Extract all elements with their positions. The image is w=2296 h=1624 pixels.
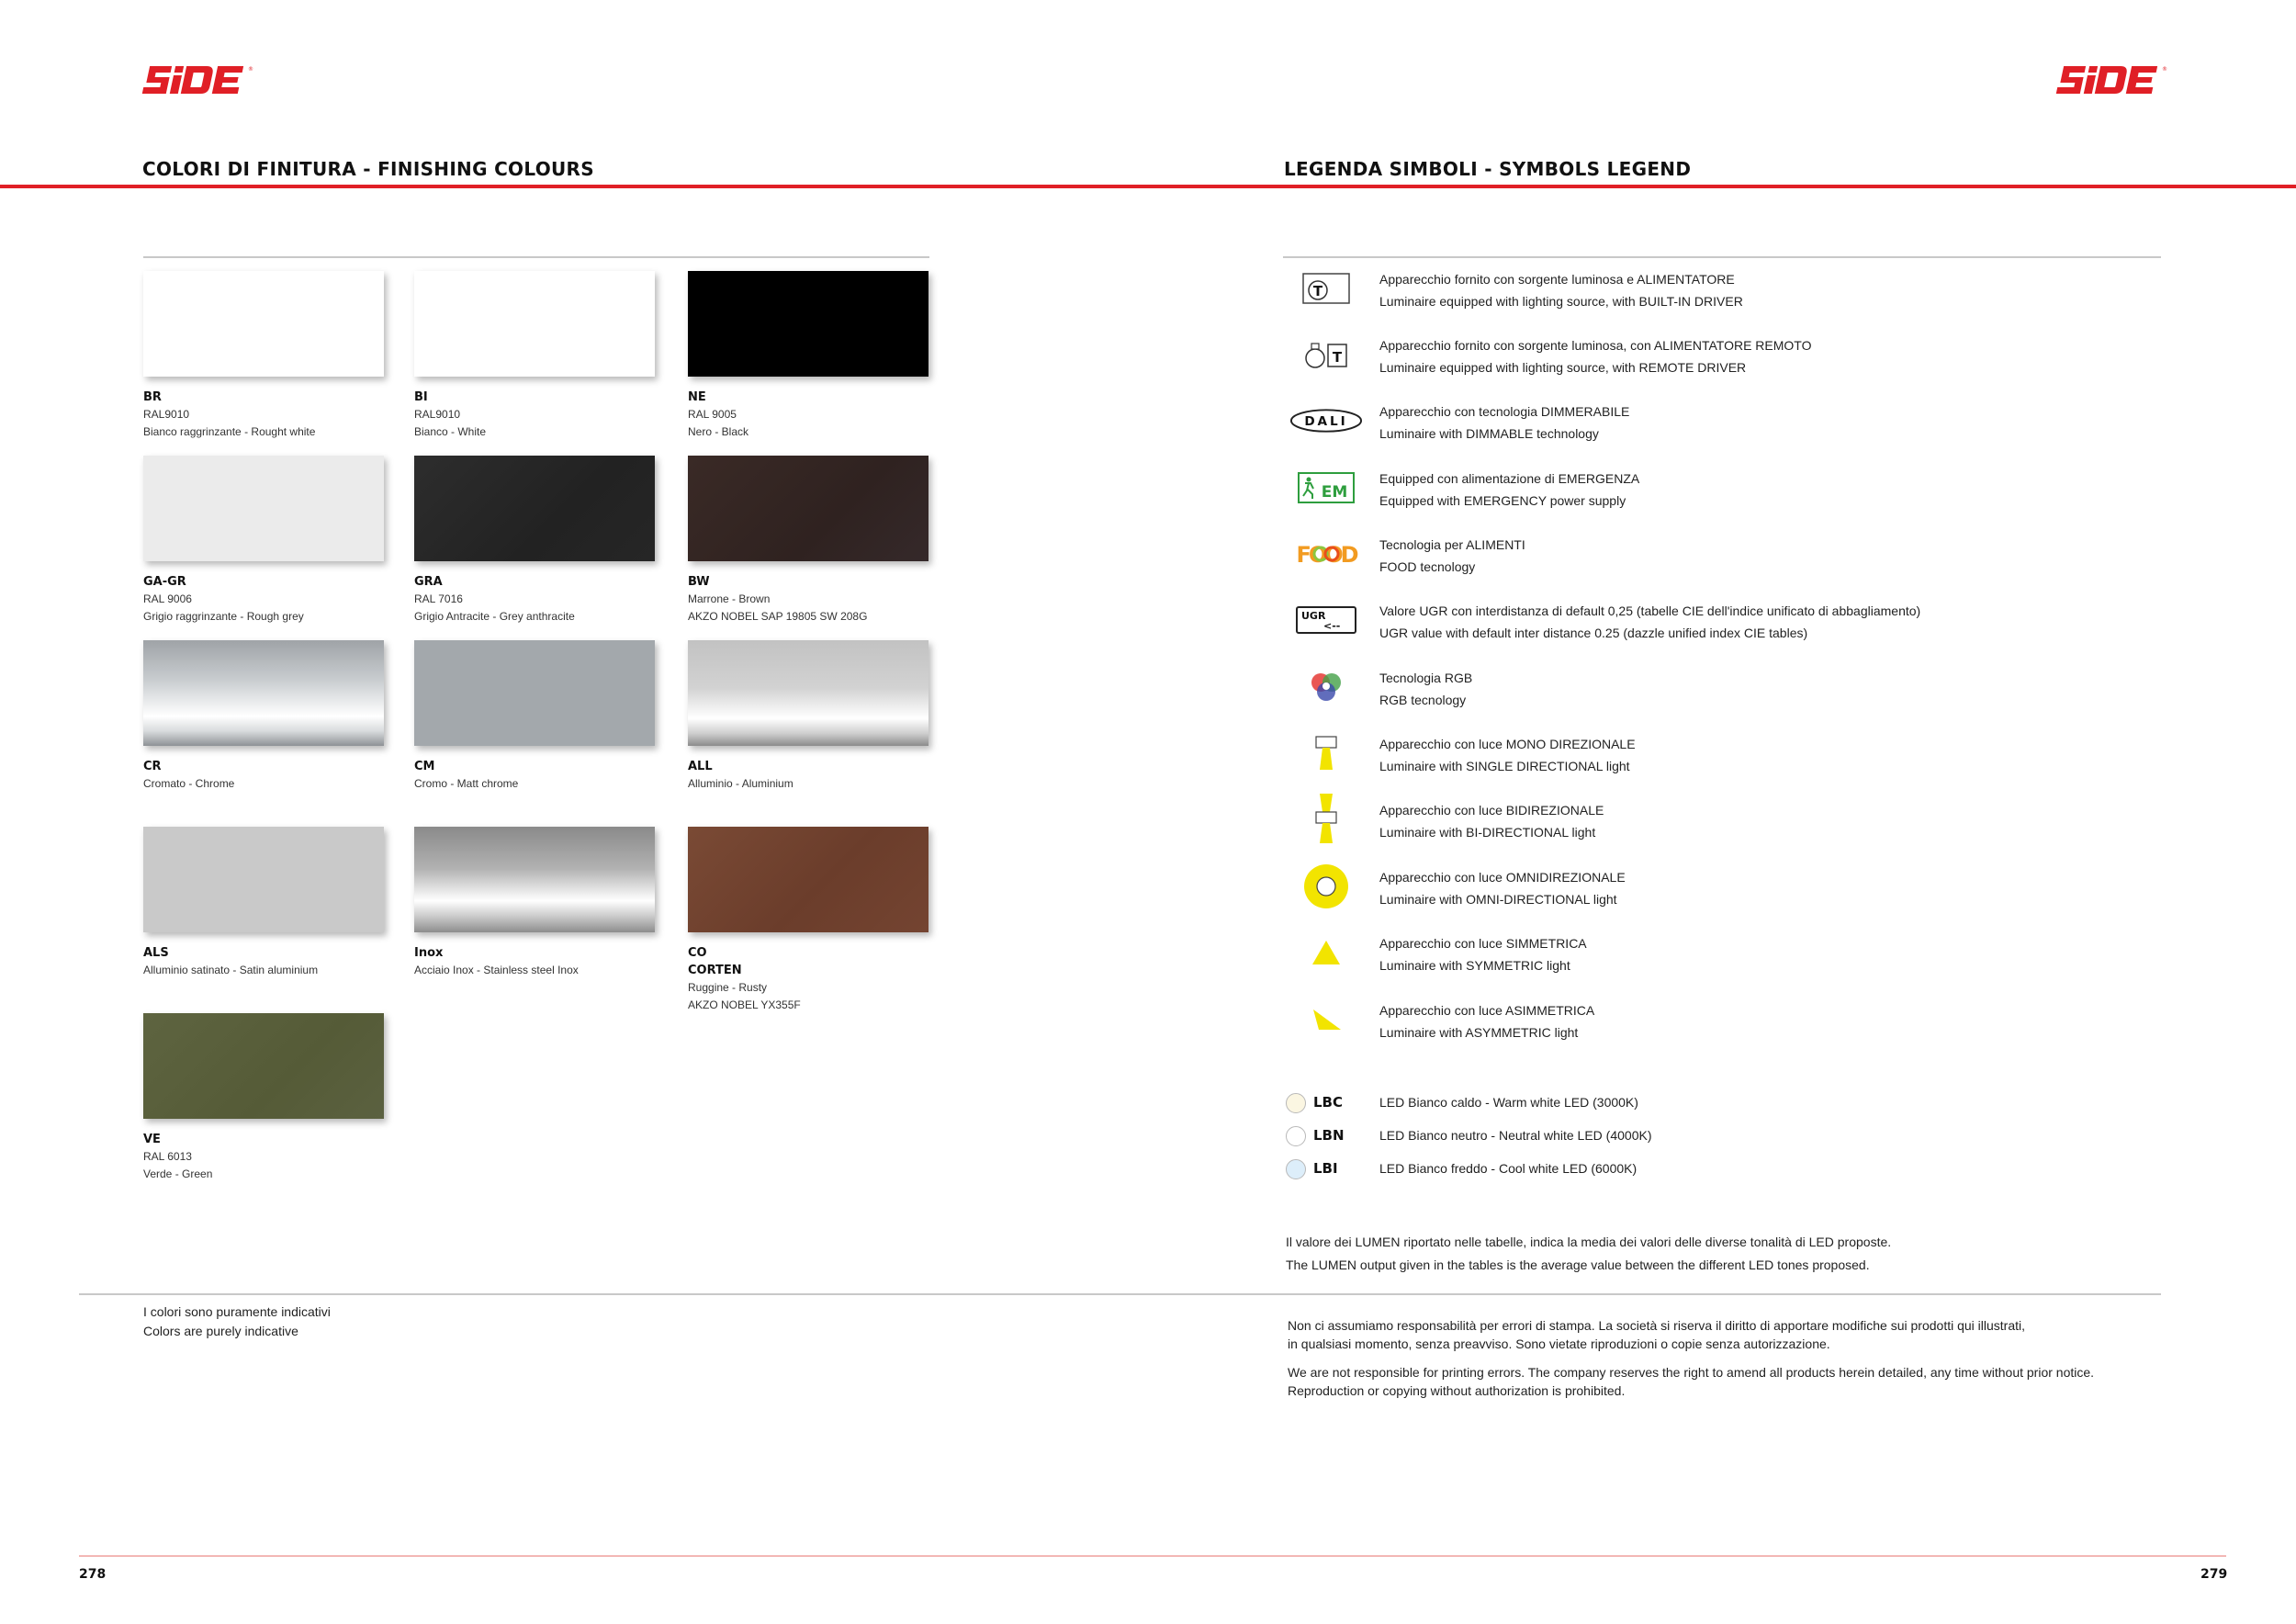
led-code: LBC [1313,1094,1343,1111]
disclaimer-en [1288,1363,2094,1400]
svg-text:®: ® [2162,66,2167,73]
legend-row-single-direction [1289,733,2171,777]
ugr-subtext: <-- [1323,620,1341,632]
colours-indicative-note [143,1303,331,1341]
symbols-legend-title: LEGENDA SIMBOLI - SYMBOLS LEGEND [1284,158,1692,180]
legend-top-divider [1283,256,2161,258]
legend-row-rgb [1289,667,2171,711]
swatch-detail: Ruggine - Rusty [688,981,768,994]
legend-text [1379,932,1587,976]
legend-text-en: Luminaire with BI-DIRECTIONAL light [1379,825,1596,840]
legend-row-emergency [1289,468,2171,512]
swatch-code: BW [688,575,710,589]
swatch-detail: Alluminio - Aluminium [688,777,793,790]
swatch-card-cr [143,640,384,793]
builtin-driver-icon [1289,270,1363,307]
side-logo-left [141,62,253,97]
swatch-code: GRA [414,575,443,589]
swatch-detail: RAL 9005 [688,408,737,421]
omni-direction-light-icon [1289,863,1363,910]
legend-text-it: Apparecchio con luce MONO DIREZIONALE [1379,737,1636,751]
legend-row-builtin-driver [1289,268,2171,312]
side-logo-left-graphic [141,62,253,97]
swatch-card-co [688,827,929,1014]
legend-text-en: UGR value with default inter distance 0.25 (dazzle unified index CIE tables) [1379,626,1808,640]
legend-text-it: Tecnologia per ALIMENTI [1379,537,1525,552]
legend-text-en: Luminaire equipped with lighting source, with BUILT-IN DRIVER [1379,294,1743,309]
legend-text-en: Luminaire equipped with lighting source, with REMOTE DRIVER [1379,360,1747,375]
swatch-card-ne [688,271,929,441]
legend-text-it: Apparecchio fornito con sorgente luminosa, con ALIMENTATORE REMOTO [1379,338,1812,353]
swatch-bw [688,456,929,561]
legend-text [1379,600,1920,644]
food-icon [1289,536,1363,572]
legend-text [1379,733,1636,777]
swatch-card-gra [414,456,655,626]
legend-text [1379,866,1626,910]
remote-t-glyph: T [1332,349,1343,366]
legend-text-en: Luminaire with ASYMMETRIC light [1379,1025,1579,1040]
note-line-it: I colori sono puramente indicativi [143,1304,331,1319]
legend-text-en: Luminaire with SINGLE DIRECTIONAL light [1379,759,1630,773]
swatch-detail: RAL 6013 [143,1150,192,1163]
disclaimer-it [1288,1316,2025,1353]
swatch-card-cm [414,640,655,793]
swatch-detail: Grigio Antracite - Grey anthracite [414,610,575,623]
swatch-card-bi [414,271,655,441]
legend-row-bi-direction [1289,799,2171,843]
legend-row-asymmetric [1289,999,2171,1043]
swatch-br [143,271,384,377]
legend-text-it: Tecnologia RGB [1379,671,1473,685]
legend-text-en: RGB tecnology [1379,693,1467,707]
legend-text [1379,799,1604,843]
disclaimer-en-line: We are not responsible for printing errors. The company reserves the right to amend all products herein detailed, any time without prior notice. [1288,1365,2095,1380]
swatch-card-ga-gr [143,456,384,626]
warm-led-dot-icon [1286,1093,1306,1113]
legend-text-en: Equipped with EMERGENCY power supply [1379,493,1626,508]
legend-text-it: Valore UGR con interdistanza di default 0,25 (tabelle CIE dell'indice unificato di abbagliamento) [1379,603,1921,618]
swatch-detail: RAL 7016 [414,592,463,605]
swatch-detail: Marrone - Brown [688,592,771,605]
swatch-cr [143,640,384,746]
legend-text-it: Apparecchio con luce BIDIREZIONALE [1379,803,1604,818]
swatch-detail: Bianco raggrinzante - Rought white [143,425,316,438]
swatch-detail: Nero - Black [688,425,749,438]
swatch-ve [143,1013,384,1119]
legend-text-en: Luminaire with DIMMABLE technology [1379,426,1599,441]
dali-text: DALI [1304,413,1348,429]
legend-row-dali [1289,400,2171,445]
swatch-card-inox [414,827,655,979]
swatch-detail: Verde - Green [143,1167,213,1180]
led-code: LBN [1313,1127,1345,1144]
legend-text-en: Luminaire with OMNI-DIRECTIONAL light [1379,892,1617,907]
header-red-rule [0,185,2296,188]
lumen-note-en: The LUMEN output given in the tables is the average value between the different LED tones proposed. [1286,1257,1870,1272]
page-number-right: 279 [2200,1567,2228,1582]
swatch-co [688,827,929,932]
led-label: LED Bianco freddo - Cool white LED (6000K) [1379,1161,1638,1176]
left-footer-divider [79,1293,1227,1295]
legend-row-food [1289,534,2171,578]
note-line-en: Colors are purely indicative [143,1324,298,1338]
food-text: FOOD [1296,542,1356,568]
symmetric-light-icon [1289,934,1363,971]
swatch-detail: AKZO NOBEL SAP 19805 SW 208G [688,610,868,623]
neutral-led-dot-icon [1286,1126,1306,1146]
swatch-detail: Cromo - Matt chrome [414,777,519,790]
led-row-lbn [1284,1124,1927,1150]
driver-t-glyph: T [1312,283,1323,299]
legend-text [1379,999,1594,1043]
legend-row-omni-direction [1289,866,2171,910]
swatch-card-als [143,827,384,979]
rgb-icon [1289,669,1363,705]
legend-text-it: Equipped con alimentazione di EMERGENZA [1379,471,1640,486]
swatch-ne [688,271,929,377]
emergency-icon [1289,469,1363,506]
cool-led-dot-icon [1286,1159,1306,1179]
swatch-card-all [688,640,929,793]
led-label: LED Bianco neutro - Neutral white LED (4000K) [1379,1128,1652,1143]
asymmetric-light-icon [1289,1001,1363,1038]
single-direction-light-icon [1289,735,1363,772]
legend-text [1379,667,1472,711]
swatch-detail: Grigio raggrinzante - Rough grey [143,610,304,623]
swatch-detail: RAL9010 [143,408,190,421]
swatch-detail: Acciaio Inox - Stainless steel Inox [414,964,579,976]
swatch-ga-gr [143,456,384,561]
ugr-icon [1289,602,1363,638]
disclaimer-en-line: Reproduction or copying without authorization is prohibited. [1288,1383,1626,1398]
legend-text [1379,268,1743,312]
legend-row-symmetric [1289,932,2171,976]
swatch-detail: Alluminio satinato - Satin aluminium [143,964,319,976]
ugr-text: UGR [1301,610,1326,622]
swatch-detail: AKZO NOBEL YX355F [688,998,801,1011]
side-logo-right [2055,62,2167,97]
swatch-code: VE [143,1133,161,1146]
swatch-code: Inox [414,946,444,960]
legend-text [1379,400,1629,445]
legend-text-it: Apparecchio fornito con sorgente luminosa e ALIMENTATORE [1379,272,1735,287]
legend-text [1379,534,1525,578]
side-logo-right-graphic [2055,62,2167,97]
led-code: LBI [1313,1160,1338,1177]
swatch-all [688,640,929,746]
disclaimer-it-line: Non ci assumiamo responsabilità per errori di stampa. La società si riserva il diritto di apportare modifiche sui prodotti qui illustrati, [1288,1318,2026,1333]
swatch-inox [414,827,655,932]
dali-icon [1289,402,1363,439]
svg-text:®: ® [248,66,253,73]
lumen-note [1286,1231,1891,1277]
swatch-code: NE [688,390,706,404]
legend-text [1379,468,1639,512]
em-text: EM [1321,483,1348,502]
bi-direction-light-icon [1289,792,1363,847]
swatch-bi [414,271,655,377]
remote-driver-icon [1289,336,1363,373]
swatch-code: ALL [688,760,713,773]
swatch-cm [414,640,655,746]
footer-rule [79,1555,2226,1557]
led-row-lbc [1284,1091,1927,1117]
swatch-code: BI [414,390,428,404]
swatch-detail: Cromato - Chrome [143,777,235,790]
swatch-code: CM [414,760,435,773]
swatch-code: ALS [143,946,169,960]
swatch-detail: Bianco - White [414,425,487,438]
legend-text [1379,334,1812,378]
swatch-code: BR [143,390,162,404]
swatch-card-bw [688,456,929,626]
legend-text-en: FOOD tecnology [1379,559,1476,574]
legend-text-en: Luminaire with SYMMETRIC light [1379,958,1570,973]
legend-row-remote-driver [1289,334,2171,378]
legend-row-ugr [1289,600,2171,644]
swatch-detail: RAL9010 [414,408,461,421]
swatch-gra [414,456,655,561]
finishing-colours-title: COLORI DI FINITURA - FINISHING COLOURS [142,158,594,180]
swatch-code: CO CORTEN [688,946,742,977]
swatch-top-divider [143,256,929,258]
led-row-lbi [1284,1157,1927,1183]
legend-text-it: Apparecchio con luce OMNIDIREZIONALE [1379,870,1626,885]
swatch-card-ve [143,1013,384,1183]
page-number-left: 278 [79,1567,107,1582]
legend-text-it: Apparecchio con luce SIMMETRICA [1379,936,1587,951]
led-label: LED Bianco caldo - Warm white LED (3000K) [1379,1095,1638,1110]
legend-text-it: Apparecchio con tecnologia DIMMERABILE [1379,404,1630,419]
swatch-code: GA-GR [143,575,186,589]
swatch-detail: RAL 9006 [143,592,192,605]
disclaimer-it-line: in qualsiasi momento, senza preavviso. Sono vietate riproduzioni o copie senza autorizzazione. [1288,1336,1830,1351]
swatch-als [143,827,384,932]
lumen-note-it: Il valore dei LUMEN riportato nelle tabelle, indica la media dei valori delle diverse tonalità di LED proposte. [1286,1235,1892,1249]
swatch-card-br [143,271,384,441]
right-footer-divider [1227,1293,2161,1295]
legend-text-it: Apparecchio con luce ASIMMETRICA [1379,1003,1595,1018]
swatch-code: CR [143,760,162,773]
